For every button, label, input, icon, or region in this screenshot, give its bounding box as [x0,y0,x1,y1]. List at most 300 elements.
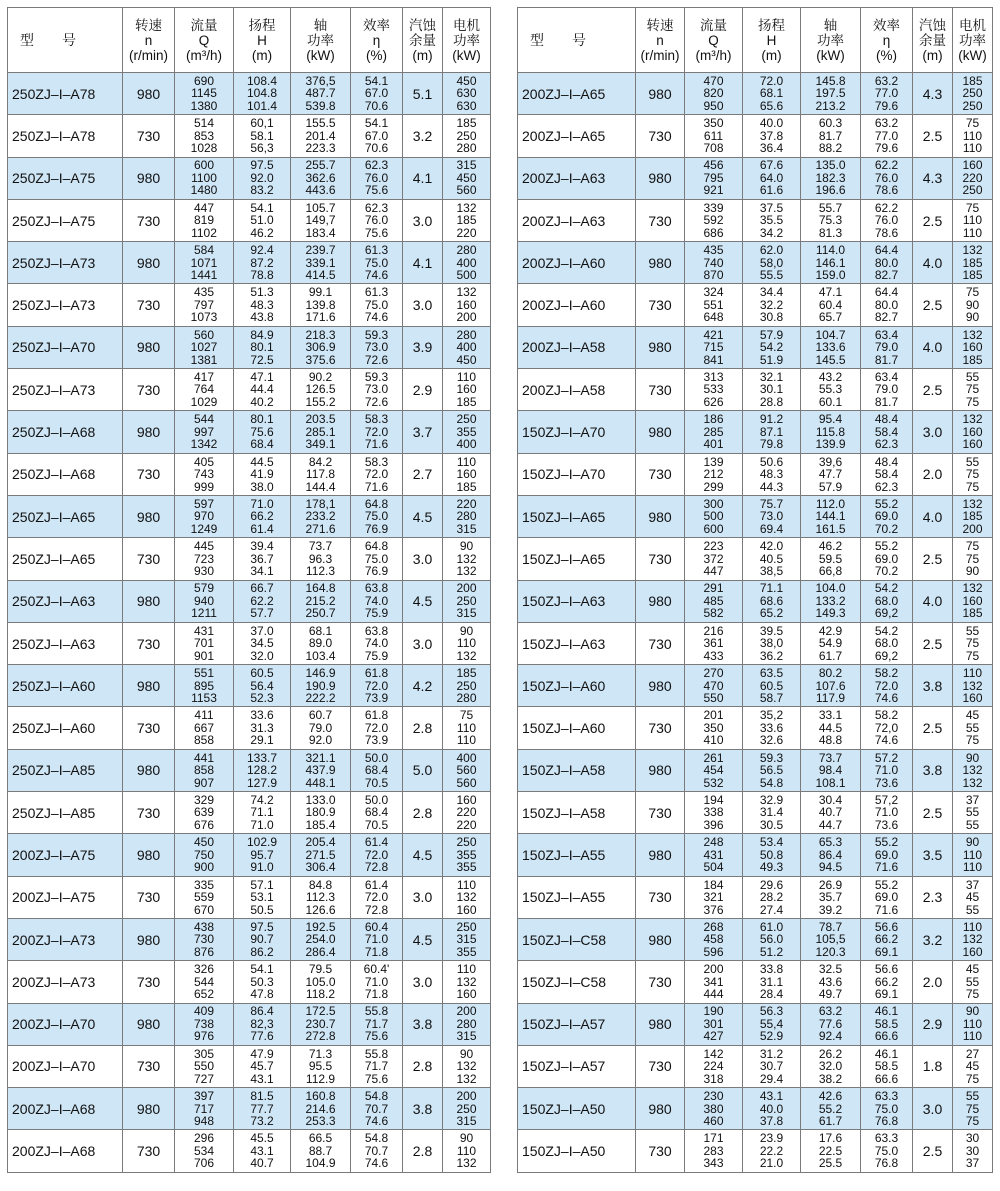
head-cell-value: 44.4 [250,382,274,397]
head-cell [234,495,291,537]
flow-cell-value: 270 [703,666,724,681]
motor-power-cell [953,284,993,326]
motor-power-cell [953,665,993,707]
head-cell-value: 58.7 [759,691,784,706]
flow-cell-value: 142 [703,1046,724,1061]
header-npsh-line: 汽蚀 [409,17,436,33]
motor-power-cell-value: 220 [456,496,477,511]
model-cell: 150ZJ–I–A63 [518,622,636,664]
model-cell: 200ZJ–I–A73 [8,961,123,1003]
motor-power-cell [953,1045,993,1087]
table-row [8,834,491,876]
header-shaft-power-line: (kW) [306,47,335,63]
flow-cell-value: 1380 [190,98,218,113]
efficiency-cell-value: 72.0 [874,678,899,693]
flow-cell-value: 350 [703,116,724,131]
flow-cell-value: 764 [193,382,215,397]
head-cell-value: 95.7 [250,847,274,862]
npsh-cell: 1.8 [913,1045,953,1087]
efficiency-cell [861,1003,913,1045]
head-cell-value: 108.4 [246,73,278,88]
shaft-power-cell-value: 161.5 [815,521,846,536]
motor-power-cell-value: 200 [456,310,477,325]
shaft-power-cell-value: 57.9 [818,479,843,494]
motor-power-cell [953,1003,993,1045]
table-row [8,199,491,241]
motor-power-cell [953,157,993,199]
shaft-power-cell-value: 47.1 [818,285,843,300]
efficiency-cell-value: 58.2 [874,666,899,681]
head-cell-value: 91.0 [250,860,274,875]
header-model: 型 号 [8,8,123,73]
motor-power-cell-value: 280 [456,691,477,706]
header-motor-power-line: (kW) [452,47,481,63]
head-cell-value: 59.3 [759,750,784,765]
motor-power-cell-value: 110 [456,636,477,651]
header-speed-line: 转速 [646,17,674,33]
flow-cell-value: 750 [193,847,215,862]
shaft-power-cell-value: 60.4 [818,297,843,312]
flow-cell-value: 1029 [190,394,218,409]
speed-cell: 980 [123,665,175,707]
npsh-cell: 2.8 [403,1045,443,1087]
table-row [8,411,491,453]
motor-power-cell-value: 75 [965,1101,980,1116]
efficiency-cell-value: 73.0 [364,340,389,355]
header-speed-line: n [656,32,664,48]
shaft-power-cell-value: 253.3 [305,1114,336,1129]
npsh-cell: 4.5 [403,834,443,876]
npsh-cell: 2.3 [913,876,953,918]
efficiency-cell-value: 64.4 [874,243,899,258]
motor-power-cell-value: 75 [965,1071,980,1086]
efficiency-cell [861,792,913,834]
head-cell-value: 73.0 [759,509,784,524]
shaft-power-cell [291,792,351,834]
table-body [8,73,491,1173]
flow-cell-value: 444 [703,987,724,1002]
speed-cell: 730 [123,1130,175,1172]
efficiency-cell-value: 72.6 [364,352,389,367]
model-cell: 250ZJ–I–A73 [8,369,123,411]
head-cell-value: 39.5 [759,623,784,638]
shaft-power-cell-value: 306.9 [305,340,336,355]
flow-cell-value: 584 [193,243,215,258]
efficiency-cell-value: 75.6 [364,1029,389,1044]
efficiency-cell-value: 72.0 [364,890,389,905]
flow-cell-value: 532 [703,775,724,790]
head-cell-value: 69.4 [759,521,784,536]
head-cell-value: 43.8 [250,310,274,325]
motor-power-cell-value: 400 [456,437,477,452]
header-npsh-line: 余量 [409,32,436,48]
efficiency-cell-value: 62.3 [364,158,389,173]
motor-power-cell-value: 75 [965,648,980,663]
model-cell: 250ZJ–I–A73 [8,284,123,326]
motor-power-cell-value: 132 [962,581,983,596]
flow-cell-value: 318 [703,1071,724,1086]
efficiency-cell [861,834,913,876]
efficiency-cell [351,242,403,284]
efficiency-cell-value: 76.8 [874,1156,899,1171]
motor-power-cell-value: 185 [962,255,983,270]
shaft-power-cell-value: 112.9 [305,1071,336,1086]
motor-power-cell-value: 55 [965,454,980,469]
flow-cell [685,284,743,326]
flow-cell-value: 445 [193,539,215,554]
shaft-power-cell-value: 443.6 [305,183,336,198]
efficiency-cell-value: 70.6 [364,141,389,156]
speed-cell: 730 [636,1130,685,1172]
head-cell [743,326,801,368]
flow-cell-value: 458 [703,932,724,947]
npsh-cell: 4.5 [403,918,443,960]
head-cell-value: 29.1 [250,733,274,748]
flow-cell-value: 730 [193,932,215,947]
shaft-power-cell [801,326,861,368]
flow-cell [685,73,743,115]
efficiency-cell-value: 82.7 [874,268,899,283]
motor-power-cell-value: 90 [965,835,980,850]
motor-power-cell [443,580,491,622]
motor-power-cell-value: 315 [456,1114,477,1129]
head-cell-value: 40.5 [759,551,784,566]
motor-power-cell-value: 355 [456,944,477,959]
efficiency-cell-value: 62.2 [874,200,899,215]
head-cell-value: 54.2 [759,340,784,355]
shaft-power-cell-value: 108.1 [815,775,846,790]
efficiency-cell-value: 70.7 [364,1101,389,1116]
flow-cell-value: 454 [703,763,724,778]
motor-power-cell-value: 355 [456,847,477,862]
head-cell [234,538,291,580]
efficiency-cell [351,1045,403,1087]
motor-power-cell-value: 450 [456,170,477,185]
head-cell-value: 40.2 [250,394,274,409]
flow-cell [685,749,743,791]
npsh-cell: 2.9 [403,369,443,411]
head-cell-value: 51.3 [250,285,274,300]
efficiency-cell [351,1003,403,1045]
npsh-cell: 4.5 [403,495,443,537]
head-cell [743,157,801,199]
head-cell-value: 82,3 [250,1016,274,1031]
head-cell [743,284,801,326]
efficiency-cell-value: 59.3 [364,369,389,384]
shaft-power-cell-value: 42.6 [818,1089,843,1104]
head-cell [743,1088,801,1130]
head-cell-value: 33.8 [759,962,784,977]
head-cell-value: 43.1 [759,1089,784,1104]
flow-cell-value: 592 [703,213,724,228]
speed-cell: 730 [123,115,175,157]
head-cell-value: 68.1 [759,86,784,101]
head-cell-value: 127.9 [246,775,278,790]
motor-power-cell-value: 185 [456,213,477,228]
model-cell: 200ZJ–I–A60 [518,242,636,284]
flow-cell [175,1045,234,1087]
motor-power-cell-value: 250 [456,835,477,850]
table-row [8,876,491,918]
head-cell-value: 37.8 [759,1114,784,1129]
speed-cell: 730 [636,707,685,749]
shaft-power-cell [801,369,861,411]
head-cell-value: 37.8 [759,128,784,143]
head-cell-value: 60.5 [250,666,274,681]
flow-cell [175,834,234,876]
head-cell-value: 72.0 [759,73,784,88]
efficiency-cell-value: 79.0 [874,340,899,355]
model-cell: 150ZJ–I–A70 [518,453,636,495]
head-cell-value: 48.3 [759,467,784,482]
shaft-power-cell-value: 149,7 [305,213,336,228]
shaft-power-cell-value: 25.5 [818,1156,843,1171]
shaft-power-cell-value: 92.4 [818,1029,843,1044]
table-header [518,8,993,73]
speed-cell: 730 [636,792,685,834]
motor-power-cell [443,1130,491,1172]
efficiency-cell-value: 71.6 [364,479,389,494]
right-table-panel [517,7,993,1173]
header-motor-power-line: 电机 [453,17,480,33]
motor-power-cell [953,918,993,960]
header-head-line: H [766,32,777,48]
efficiency-cell-value: 75.0 [364,509,389,524]
flow-cell-value: 652 [193,987,215,1002]
model-cell: 200ZJ–I–A70 [8,1003,123,1045]
motor-power-cell-value: 220 [456,805,477,820]
motor-power-cell-value: 90 [459,1046,474,1061]
efficiency-cell [351,538,403,580]
head-cell [234,707,291,749]
shaft-power-cell-value: 178,1 [305,496,336,511]
efficiency-cell [861,707,913,749]
shaft-power-cell [801,792,861,834]
speed-cell: 980 [123,242,175,284]
motor-power-cell-value: 55 [965,805,980,820]
flow-cell-value: 216 [703,623,724,638]
shaft-power-cell-value: 39.2 [818,902,843,917]
flow-cell [685,411,743,453]
head-cell-value: 37.5 [759,200,784,215]
motor-power-cell-value: 132 [962,327,983,342]
table-row [8,961,491,1003]
shaft-power-cell-value: 117.8 [305,467,336,482]
header-motor-power-line: 功率 [959,32,986,48]
shaft-power-cell-value: 105.7 [305,200,336,215]
motor-power-cell-value: 132 [962,678,983,693]
head-cell-value: 31.3 [250,720,274,735]
table-row [8,1130,491,1172]
shaft-power-cell-value: 133.6 [815,340,846,355]
motor-power-cell-value: 90 [965,310,980,325]
motor-power-cell-value: 55 [965,974,980,989]
npsh-cell: 3.7 [403,411,443,453]
npsh-cell: 2.5 [913,1130,953,1172]
npsh-cell: 4.0 [913,326,953,368]
model-cell: 250ZJ–I–A60 [8,707,123,749]
motor-power-cell-value: 75 [965,394,980,409]
head-cell [234,157,291,199]
flow-cell-value: 544 [193,412,215,427]
efficiency-cell-value: 75.6 [364,225,389,240]
efficiency-cell-value: 55.2 [874,877,899,892]
shaft-power-cell-value: 239.7 [305,243,336,258]
flow-cell-value: 743 [193,467,215,482]
head-cell-value: 33.6 [250,708,274,723]
shaft-power-cell-value: 201.4 [305,128,336,143]
flow-cell [175,1130,234,1172]
efficiency-cell [861,284,913,326]
motor-power-cell-value: 200 [456,581,477,596]
efficiency-cell-value: 58.3 [364,412,389,427]
motor-power-cell-value: 132 [962,412,983,427]
table-row [518,157,993,199]
model-cell: 150ZJ–I–A65 [518,538,636,580]
head-cell [234,326,291,368]
efficiency-cell-value: 62.3 [874,437,899,452]
motor-power-cell-value: 355 [456,860,477,875]
motor-power-cell [953,792,993,834]
motor-power-cell [443,115,491,157]
shaft-power-cell-value: 26.9 [818,877,843,892]
efficiency-cell-value: 79.0 [874,382,899,397]
efficiency-cell-value: 48.4 [874,454,899,469]
npsh-cell: 3.8 [913,665,953,707]
efficiency-cell-value: 79.6 [874,141,899,156]
model-cell: 250ZJ–I–A85 [8,749,123,791]
shaft-power-cell-value: 71.3 [308,1046,333,1061]
model-cell: 150ZJ–I–A70 [518,411,636,453]
table-row [8,242,491,284]
speed-cell: 730 [123,707,175,749]
flow-cell [175,918,234,960]
flow-cell [175,199,234,241]
shaft-power-cell [291,580,351,622]
efficiency-cell-value: 71.0 [874,763,899,778]
efficiency-cell-value: 75.6 [364,1071,389,1086]
flow-cell-value: 326 [193,962,215,977]
motor-power-cell-value: 250 [962,98,983,113]
flow-cell [175,495,234,537]
flow-cell-value: 433 [703,648,724,663]
efficiency-cell-value: 69.0 [874,509,899,524]
head-cell-value: 51.0 [250,213,274,228]
npsh-cell: 2.5 [913,538,953,580]
efficiency-cell-value: 60.4' [363,962,390,977]
motor-power-cell-value: 185 [456,479,477,494]
header-row [8,8,491,73]
motor-power-cell-value: 160 [456,382,477,397]
head-cell-value: 34.1 [250,564,274,579]
shaft-power-cell-value: 75.3 [818,213,843,228]
head-cell-value: 54.1 [250,200,274,215]
efficiency-cell [861,749,913,791]
speed-cell: 980 [636,834,685,876]
shaft-power-cell-value: 183.4 [305,225,336,240]
head-cell-value: 44.3 [759,479,784,494]
shaft-power-cell-value: 437.9 [305,763,336,778]
shaft-power-cell [801,199,861,241]
flow-cell [685,326,743,368]
efficiency-cell-value: 71.6 [874,860,899,875]
header-efficiency [861,8,913,73]
head-cell-value: 37.0 [250,623,274,638]
motor-power-cell-value: 110 [456,369,477,384]
shaft-power-cell-value: 285.1 [305,424,336,439]
shaft-power-cell-value: 44.7 [818,817,843,832]
motor-power-cell-value: 200 [456,1089,477,1104]
motor-power-cell-value: 110 [456,720,477,735]
flow-cell-value: 470 [703,678,724,693]
model-cell: 250ZJ–I–A65 [8,495,123,537]
shaft-power-cell-value: 38.2 [818,1071,843,1086]
efficiency-cell-value: 75.0 [874,1101,899,1116]
shaft-power-cell-value: 149.3 [815,606,846,621]
head-cell-value: 128.2 [246,763,278,778]
efficiency-cell [861,157,913,199]
motor-power-cell-value: 160 [962,593,983,608]
head-cell-value: 33.6 [759,720,784,735]
shaft-power-cell-value: 196.6 [815,183,846,198]
flow-cell [175,961,234,1003]
shaft-power-cell-value: 321.1 [305,750,336,765]
head-cell [234,73,291,115]
head-cell-value: 28.2 [759,890,784,905]
flow-cell-value: 559 [193,890,215,905]
efficiency-cell-value: 70.6 [364,98,389,113]
efficiency-cell-value: 63.3 [874,1131,899,1146]
efficiency-cell-value: 59.3 [364,327,389,342]
efficiency-cell [861,115,913,157]
head-cell-value: 30.1 [759,382,784,397]
shaft-power-cell-value: 104.9 [305,1156,336,1171]
npsh-cell: 2.0 [913,961,953,1003]
model-cell: 200ZJ–I–A58 [518,326,636,368]
efficiency-cell [861,199,913,241]
header-head [234,8,291,73]
motor-power-cell-value: 630 [456,86,477,101]
header-speed-line: 转速 [135,17,162,33]
shaft-power-cell-value: 120.3 [815,944,846,959]
shaft-power-cell [801,1045,861,1087]
motor-power-cell-value: 185 [962,268,983,283]
motor-power-cell [443,538,491,580]
efficiency-cell-value: 55.2 [874,496,899,511]
shaft-power-cell-value: 60.3 [818,116,843,131]
shaft-power-cell-value: 44.5 [818,720,843,735]
flow-cell [685,199,743,241]
head-cell-value: 73.2 [250,1114,274,1129]
model-cell: 250ZJ–I–A70 [8,326,123,368]
head-cell-value: 92.0 [250,170,274,185]
npsh-cell: 3.0 [403,284,443,326]
shaft-power-cell [291,834,351,876]
efficiency-cell-value: 66.2 [874,974,899,989]
flow-cell [175,115,234,157]
efficiency-cell-value: 77.0 [874,86,899,101]
head-cell-value: 60,1 [250,116,274,131]
efficiency-cell [351,115,403,157]
motor-power-cell-value: 160 [962,691,983,706]
table-row [8,157,491,199]
flow-cell-value: 341 [703,974,724,989]
flow-cell-value: 261 [703,750,724,765]
motor-power-cell [443,622,491,664]
header-motor-power [953,8,993,73]
motor-power-cell-value: 37 [965,1156,980,1171]
head-cell-value: 47.8 [250,987,274,1002]
